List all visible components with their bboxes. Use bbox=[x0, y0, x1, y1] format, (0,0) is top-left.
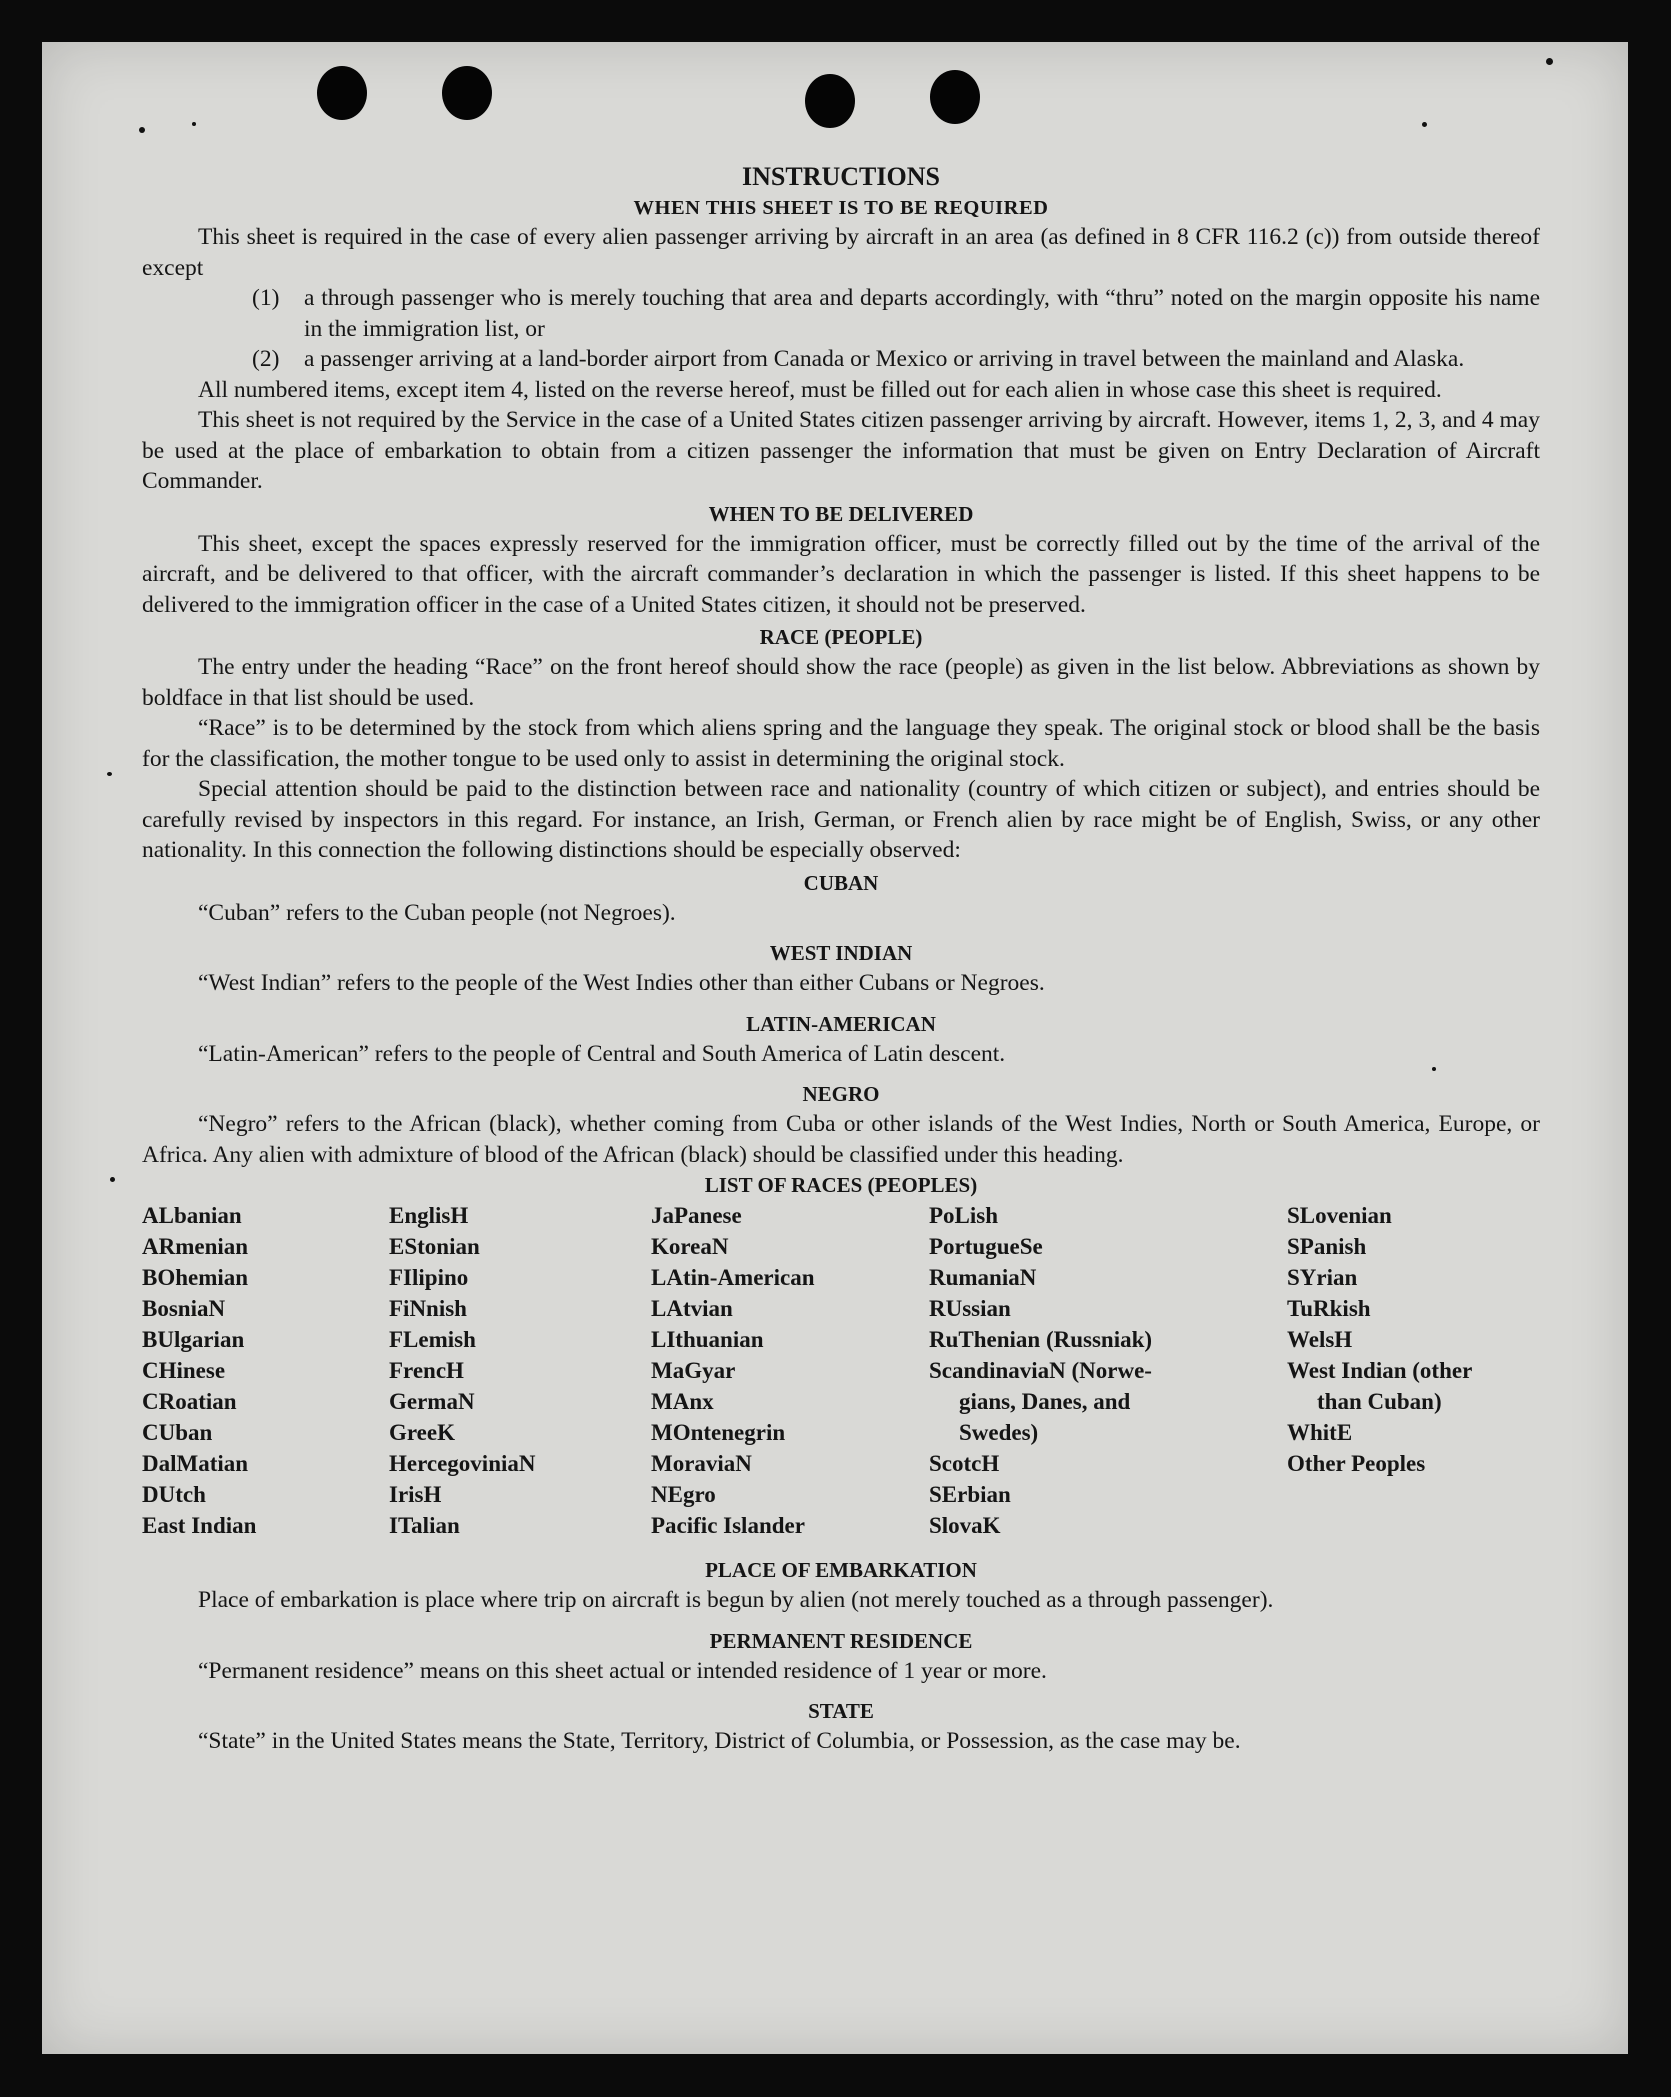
race-list-item: SPanish bbox=[1287, 1234, 1367, 1259]
heading-place-of-embarkation: PLACE OF EMBARKATION bbox=[705, 1558, 977, 1582]
item-text: a passenger arriving at a land-border airport from Canada or Mexico or arriving in travel between the mainland and Alaska. bbox=[304, 346, 1465, 372]
race-list-item: IrisH bbox=[389, 1482, 442, 1507]
race-list-item: East Indian bbox=[142, 1513, 257, 1538]
race-list-item: than Cuban) bbox=[1317, 1389, 1442, 1414]
heading-when-delivered: WHEN TO BE DELIVERED bbox=[708, 501, 974, 526]
instructions-title: INSTRUCTIONS bbox=[742, 162, 940, 191]
race-list-item: ScotcH bbox=[929, 1451, 1000, 1476]
race-list-item: MOntenegrin bbox=[651, 1420, 786, 1445]
race-list-item: RuThenian (Russniak) bbox=[929, 1327, 1153, 1352]
race-column bbox=[1287, 1200, 1540, 1541]
race-list-item: gians, Danes, and bbox=[959, 1389, 1131, 1414]
race-column bbox=[389, 1200, 651, 1541]
race-list-item: NEgro bbox=[651, 1482, 716, 1507]
race-list-item: CHinese bbox=[142, 1358, 226, 1383]
race-list-item: Pacific Islander bbox=[651, 1513, 805, 1538]
race-column bbox=[142, 1200, 389, 1541]
race-list-item: EStonian bbox=[389, 1234, 480, 1259]
paragraph-required-intro: This sheet is required in the case of every alien passenger arriving by aircraft in an area (as defined in 8 CFR 116.2 (c)) from outside thereof except bbox=[142, 224, 1540, 281]
paragraph-place-of-embarkation: Place of embarkation is place where trip on aircraft is begun by alien (not merely touched as a through passenger). bbox=[198, 1587, 1274, 1613]
race-list-item: MAnx bbox=[651, 1389, 714, 1414]
race-list-item: ALbanian bbox=[142, 1203, 242, 1228]
race-column bbox=[929, 1200, 1287, 1541]
paragraph-numbered-items: All numbered items, except item 4, listed on the reverse hereof, must be filled out for each alien in whose case this sheet is required. bbox=[198, 376, 1442, 403]
paragraph-west-indian: “West Indian” refers to the people of the West Indies other than either Cubans or Negroes. bbox=[198, 970, 1045, 996]
list-item bbox=[142, 283, 1540, 344]
race-list-item: DalMatian bbox=[142, 1451, 249, 1476]
race-list-item: RumaniaN bbox=[929, 1265, 1037, 1290]
paragraph-race-2: “Race” is to be determined by the stock from which aliens spring and the language they speak. The original stock or blood shall be the basis for the classification, the mother tongue to be used only to assist in determining the original stock. bbox=[142, 715, 1540, 772]
paragraph-state: “State” in the United States means the State, Territory, District of Columbia, or Possession, as the case may be. bbox=[198, 1728, 1241, 1754]
race-list-item: DUtch bbox=[142, 1482, 206, 1507]
race-list-item: Other Peoples bbox=[1287, 1451, 1426, 1476]
race-list-item: RUssian bbox=[929, 1296, 1011, 1321]
race-list-item: MoraviaN bbox=[651, 1451, 752, 1476]
paragraph-race-3: Special attention should be paid to the distinction between race and nationality (country of which citizen or subject), and entries should be carefully revised by inspectors in this regard. For instance, an Irish, German, or French alien by race might be of English, Swiss, or any other nationality. In this connection the following distinctions should be especially observed: bbox=[142, 776, 1540, 863]
race-list-item: GreeK bbox=[389, 1420, 455, 1445]
heading-latin-american: LATIN-AMERICAN bbox=[746, 1011, 936, 1036]
race-list-item: FiNnish bbox=[389, 1296, 467, 1321]
race-list bbox=[142, 1200, 1540, 1541]
race-list-item: EnglisH bbox=[389, 1203, 469, 1228]
paragraph-race-1: The entry under the heading “Race” on the front hereof should show the race (people) as given in the list below. Abbreviations as shown by boldface in that list should be used. bbox=[142, 654, 1540, 711]
paragraph-permanent-residence: “Permanent residence” means on this sheet actual or intended residence of 1 year or more. bbox=[198, 1657, 1047, 1684]
punch-hole bbox=[805, 74, 855, 128]
race-list-item: FrencH bbox=[389, 1358, 464, 1383]
heading-race: RACE (PEOPLE) bbox=[759, 625, 923, 649]
race-list-item: ScandinaviaN (Norwe- bbox=[929, 1358, 1152, 1383]
heading-west-indian: WEST INDIAN bbox=[769, 941, 913, 965]
list-item bbox=[142, 344, 1540, 375]
speck bbox=[1546, 58, 1553, 65]
heading-when-required: WHEN THIS SHEET IS TO BE REQUIRED bbox=[633, 197, 1049, 219]
document-page bbox=[42, 42, 1628, 2054]
punch-hole bbox=[930, 70, 980, 124]
paragraph-cuban: “Cuban” refers to the Cuban people (not Negroes). bbox=[198, 899, 676, 926]
race-list-item: SLovenian bbox=[1287, 1203, 1392, 1228]
race-list-item: LIthuanian bbox=[651, 1327, 764, 1352]
heading-permanent-residence: PERMANENT RESIDENCE bbox=[709, 1628, 973, 1653]
item-number: (2) bbox=[252, 346, 280, 372]
race-list-item: TuRkish bbox=[1287, 1296, 1371, 1321]
race-list-item: SYrian bbox=[1287, 1265, 1358, 1290]
race-list-item: BOhemian bbox=[142, 1265, 249, 1290]
paragraph-delivered: This sheet, except the spaces expressly reserved for the immigration officer, must be correctly filled out by the time of the arrival of the aircraft, and be delivered to that officer, with the aircraft commander’s declaration in which the passenger is listed. If this sheet happens to be delivered to the immigration officer in the case of a United States citizen, it should not be preserved. bbox=[142, 530, 1540, 618]
punch-hole bbox=[442, 66, 492, 120]
race-list-item: SErbian bbox=[929, 1482, 1011, 1507]
race-list-item: JaPanese bbox=[651, 1203, 742, 1228]
race-list-item: HercegoviniaN bbox=[389, 1451, 536, 1476]
race-column bbox=[651, 1200, 929, 1541]
instructions-body bbox=[142, 122, 1540, 1757]
race-list-item: Swedes) bbox=[959, 1420, 1039, 1445]
paragraph-citizen: This sheet is not required by the Service in the case of a United States citizen passenger arriving by aircraft. However, items 1, 2, 3, and 4 may be used at the place of embarkation to obtain from a citizen passenger the information that must be given on Entry Declaration of Aircraft Commander. bbox=[142, 407, 1540, 494]
race-list-item: WelsH bbox=[1287, 1327, 1353, 1352]
race-list-item: LAtvian bbox=[651, 1296, 733, 1321]
race-list-item: GermaN bbox=[389, 1389, 475, 1414]
speck bbox=[110, 1177, 115, 1182]
race-list-item: PortugueSe bbox=[929, 1234, 1043, 1259]
race-list-item: CUban bbox=[142, 1420, 213, 1445]
race-list-item: FLemish bbox=[389, 1327, 476, 1352]
heading-negro: NEGRO bbox=[802, 1082, 880, 1106]
race-list-item: PoLish bbox=[929, 1203, 999, 1228]
paragraph-negro: “Negro” refers to the African (black), whether coming from Cuba or other islands of the West Indies, North or South America, Europe, or Africa. Any alien with admixture of blood of the African (black) should be classified under this heading. bbox=[142, 1111, 1540, 1168]
race-list-item: LAtin-American bbox=[651, 1265, 815, 1290]
race-list-item: ARmenian bbox=[142, 1234, 249, 1259]
race-list-item: KoreaN bbox=[651, 1234, 729, 1259]
paragraph-latin-american: “Latin-American” refers to the people of Central and South America of Latin descent. bbox=[198, 1040, 1006, 1067]
heading-state: STATE bbox=[808, 1699, 874, 1723]
speck bbox=[107, 772, 112, 776]
race-list-item: SlovaK bbox=[929, 1513, 1001, 1538]
race-list-item: BUlgarian bbox=[142, 1327, 245, 1352]
heading-cuban: CUBAN bbox=[803, 870, 879, 895]
race-list-item: MaGyar bbox=[651, 1358, 736, 1383]
race-list-item: FIlipino bbox=[389, 1265, 469, 1290]
heading-list-of-races: LIST OF RACES (PEOPLES) bbox=[704, 1173, 978, 1197]
race-list-item: BosniaN bbox=[142, 1296, 226, 1321]
item-text: a through passenger who is merely touching that area and departs accordingly, with “thru” noted on the margin opposite his name in the immigration list, or bbox=[304, 285, 1540, 342]
punch-hole bbox=[317, 66, 367, 120]
item-number: (1) bbox=[252, 285, 280, 311]
race-list-item: West Indian (other bbox=[1287, 1358, 1473, 1383]
race-list-item: WhitE bbox=[1287, 1420, 1353, 1445]
race-list-item: ITalian bbox=[389, 1513, 460, 1538]
race-list-item: CRoatian bbox=[142, 1389, 237, 1414]
